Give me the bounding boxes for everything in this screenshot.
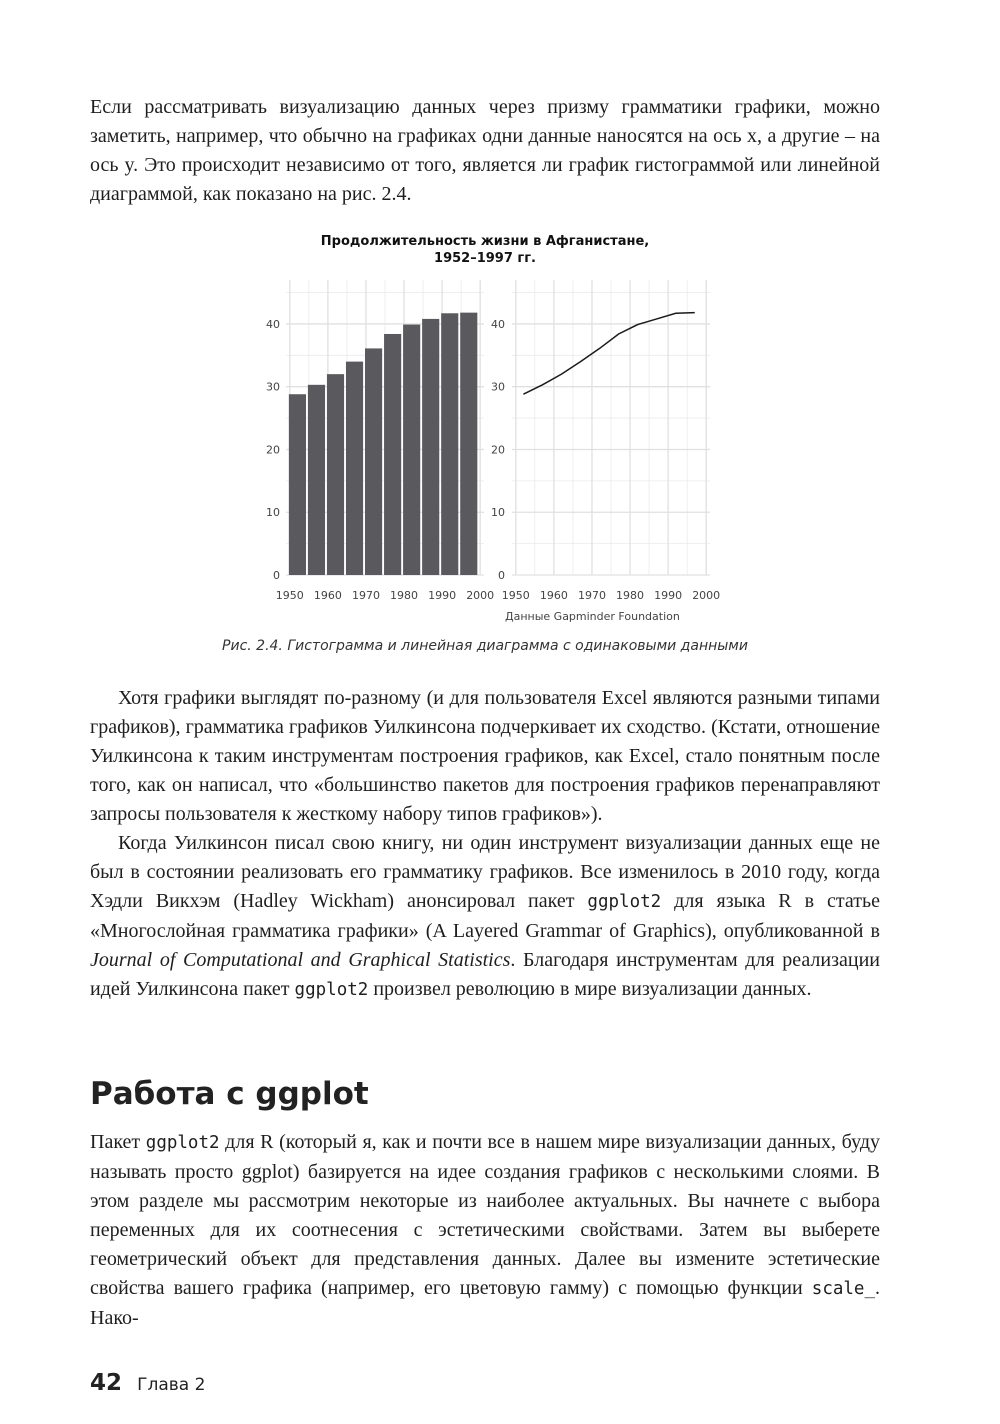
code-scale: scale_	[811, 1279, 875, 1299]
y-tick-label: 40	[266, 317, 280, 331]
chart-title-line2: 1952–1997 гг.	[434, 251, 536, 266]
code-ggplot2-third: ggplot2	[145, 1133, 220, 1153]
journal-name: Journal of Computational and Graphical Statistics	[90, 949, 511, 971]
x-tick-label: 1950	[501, 589, 530, 602]
bar-1952	[289, 394, 306, 575]
bar-1962	[327, 374, 344, 575]
x-tick-label: 1960	[313, 589, 342, 602]
y-tick-label: 10	[491, 506, 505, 520]
paragraph-difference: Хотя графики выглядят по-разному (и для пользователя Excel являются разными типами графиков), грамматика графиков Уилкинсона подчеркивает их сходство. (Кстати, отношение Уилкинсона к таким инструментам построения графиков, как Excel, стало понятным после того, как он написал, что «большинство пакетов для построения графиков перенаправляют запросы пользователя к жесткому набору типов графиков»).	[90, 687, 880, 825]
chart-source-note: Данные Gapminder Foundation	[505, 610, 680, 623]
x-tick-label: 2000	[466, 589, 495, 602]
bar-1992	[441, 313, 458, 575]
figure-chart	[250, 270, 720, 630]
chapter-label: Глава 2	[137, 1375, 206, 1395]
y-tick-label: 0	[273, 569, 280, 582]
paragraph-intro-text: Если рассматривать визуализацию данных через призму грамматики графики, можно заметить, например, что обычно на графиках одни данные наносятся на ось x, а другие – на ось y. Это происходит независимо от того, является ли график гистограммой или линейной диаграммой, как показано на рис. 2.4.	[90, 96, 880, 205]
paragraph-block-2	[90, 684, 880, 1005]
y-tick-label: 30	[491, 380, 505, 394]
bar-1967	[346, 362, 363, 575]
y-tick-label: 20	[491, 443, 505, 457]
y-tick-label: 40	[491, 317, 505, 331]
y-tick-label: 20	[266, 443, 280, 457]
page-footer	[90, 1370, 205, 1396]
page-number: 42	[90, 1370, 123, 1396]
bar-1987	[422, 319, 439, 575]
y-tick-label: 30	[266, 380, 280, 394]
bar-1957	[308, 385, 325, 575]
y-tick-label: 10	[266, 506, 280, 520]
y-tick-label: 0	[498, 569, 505, 582]
x-tick-label: 1990	[428, 589, 457, 602]
paragraph-intro	[90, 93, 880, 209]
paragraph-history	[90, 829, 880, 1005]
x-tick-label: 1980	[616, 589, 645, 602]
figure-caption: Рис. 2.4. Гистограмма и линейная диаграмма с одинаковыми данными	[222, 638, 748, 654]
paragraph-history-part3: . Благодаря инструментам для реализации идей Уилкинсона пакет	[90, 949, 880, 1000]
paragraph-history-part4: произвел революцию в мире визуализации данных.	[368, 978, 812, 1000]
x-tick-label: 1990	[654, 589, 683, 602]
series-line	[523, 313, 694, 395]
x-tick-label: 1970	[577, 589, 606, 602]
bar-1972	[365, 348, 382, 575]
code-ggplot2-second: ggplot2	[294, 980, 369, 1000]
x-tick-label: 2000	[692, 589, 720, 602]
bar-1997	[460, 313, 477, 575]
bar-1982	[403, 325, 420, 575]
paragraph-history-part2: для языка R в статье «Многослойная грамматика графики» (A Layered Grammar of Graphics), опубликованной в	[90, 890, 880, 942]
paragraph-history-part1: Когда Уилкинсон писал свою книгу, ни один инструмент визуализации данных еще не был в состоянии реализовать его грамматику графиков. Все изменилось в 2010 году, когда Хэдли Викхэм (Hadley Wickham) анонсировал пакет	[90, 832, 880, 912]
paragraph-ggplot-part3: . Нако-	[90, 1277, 880, 1329]
chart-title-line1: Продолжительность жизни в Афганистане,	[320, 234, 650, 249]
bar-1977	[384, 334, 401, 575]
x-tick-label: 1960	[539, 589, 568, 602]
paragraph-block-3	[90, 1128, 880, 1333]
paragraph-ggplot-part1: Пакет	[90, 1131, 146, 1153]
code-ggplot2: ggplot2	[587, 892, 662, 912]
paragraph-ggplot-part2: для R (который я, как и почти все в нашем мире визуализации данных, буду называть просто ggplot) базируется на идее создания графиков с несколькими слоями. В этом разделе мы рассмотрим некоторые из наиболее актуальных. Вы начнете с выбора переменных для их соотнесения с эстетическими свойствами. Затем вы выберете геометрический объект для представления данных. Далее вы измените эстетические свойства вашего графика (например, его цветовую гамму) с помощью функции	[90, 1131, 880, 1299]
section-heading: Работа с ggplot	[90, 1076, 369, 1112]
x-tick-label: 1950	[275, 589, 304, 602]
paragraph-ggplot	[90, 1128, 880, 1333]
chart-title	[250, 233, 720, 267]
x-tick-label: 1970	[351, 589, 380, 602]
x-tick-label: 1980	[390, 589, 419, 602]
